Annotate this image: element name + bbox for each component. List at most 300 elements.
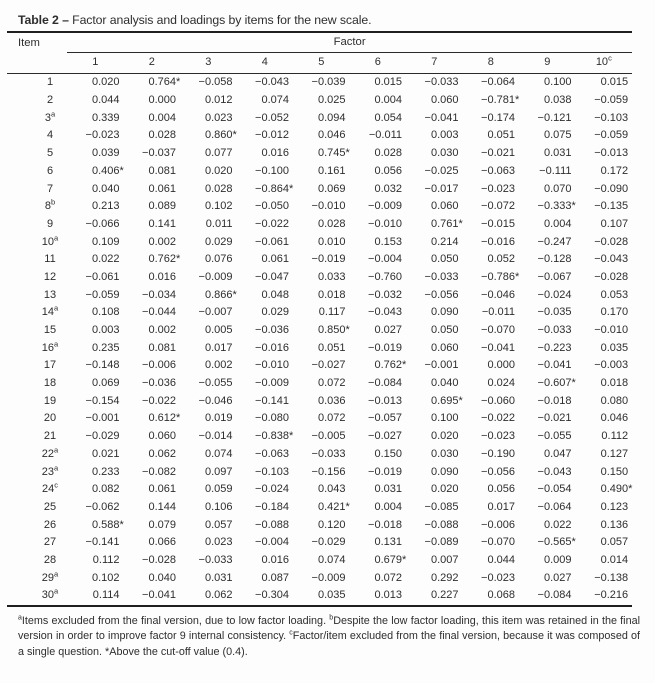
loading-cell: 0.015 <box>374 76 402 89</box>
loading-cell: −0.021 <box>537 412 572 425</box>
loading-cell: −0.085 <box>424 500 459 513</box>
loading-cell: 0.850* <box>317 324 350 337</box>
loading-cell: −0.039 <box>311 76 346 89</box>
loading-cell: −0.013 <box>368 394 402 407</box>
loading-cell: 0.406* <box>91 164 124 177</box>
loading-cell: −0.012 <box>255 129 289 142</box>
loading-cell: 0.745* <box>317 147 350 160</box>
loading-cell: 0.117 <box>318 306 346 319</box>
loading-cell: −0.066 <box>85 217 120 230</box>
loading-cell: 0.123 <box>600 500 629 513</box>
loading-cell: 0.679* <box>374 553 407 566</box>
table-row-item-18 <box>7 375 632 393</box>
loading-cell: −0.041 <box>481 341 515 354</box>
table-title <box>18 13 632 27</box>
loading-cell: 0.079 <box>148 518 176 531</box>
loading-cell: −0.059 <box>594 94 629 107</box>
loading-cell: −0.019 <box>368 465 402 478</box>
loading-cell: 0.048 <box>261 288 289 301</box>
loading-cell: 0.054 <box>374 111 402 124</box>
loading-cell: 0.033 <box>317 270 346 283</box>
loading-cell: 0.860* <box>204 129 237 142</box>
loading-cell: 0.047 <box>543 447 572 460</box>
loading-cell: 0.002 <box>204 359 233 372</box>
loading-cell: 0.040 <box>91 182 120 195</box>
loading-cell: 0.339 <box>91 111 120 124</box>
loading-cell: −0.054 <box>537 483 572 496</box>
loading-cell: 0.019 <box>204 412 233 425</box>
loading-cell: −0.121 <box>537 111 572 124</box>
item-cell: 12 <box>43 270 57 283</box>
loading-cell: −0.059 <box>85 288 120 301</box>
loading-cell: 0.090 <box>430 306 459 319</box>
item-cell: 17 <box>43 359 57 372</box>
table-row-item-13 <box>7 286 632 304</box>
loading-cell: 0.044 <box>91 94 120 107</box>
loading-cell: 0.017 <box>487 500 515 513</box>
loading-cell: −0.041 <box>537 359 572 372</box>
loading-cell: 0.150 <box>374 447 402 460</box>
loading-cell: −0.043 <box>537 465 572 478</box>
loading-cell: −0.041 <box>424 111 459 124</box>
loading-cell: 0.029 <box>261 306 289 319</box>
table-row-item-22 <box>7 445 632 463</box>
loading-cell: 0.127 <box>600 447 629 460</box>
loading-cell: 0.131 <box>374 536 402 549</box>
loading-cell: 0.764* <box>148 76 181 89</box>
loading-cell: 0.100 <box>543 76 572 89</box>
loading-cell: 0.235 <box>91 341 120 354</box>
item-cell: 8$^b$ <box>44 197 56 213</box>
column-header-factor-5: 5 <box>293 53 350 74</box>
item-cell: 6 <box>46 164 54 177</box>
loading-cell: 0.102 <box>91 571 120 584</box>
loading-cell: −0.058 <box>198 76 233 89</box>
loading-cell: −0.028 <box>594 270 629 283</box>
loading-cell: −0.010 <box>255 359 289 372</box>
item-cell: 10$^a$ <box>41 232 59 248</box>
column-header-factor-2: 2 <box>124 53 181 74</box>
loading-cell: −0.001 <box>85 412 120 425</box>
loading-cell: −0.035 <box>537 306 572 319</box>
loading-cell: 0.109 <box>91 235 120 248</box>
loading-cell: 0.761* <box>430 217 463 230</box>
loading-cell: −0.781* <box>481 94 520 107</box>
loading-cell: −0.056 <box>424 288 459 301</box>
loading-cell: −0.154 <box>85 394 120 407</box>
table-row-item-6 <box>7 162 632 180</box>
table-row-item-14 <box>7 304 632 322</box>
loading-cell: 0.588* <box>91 518 124 531</box>
loading-cell: −0.023 <box>85 129 120 142</box>
loading-cell: 0.035 <box>317 589 346 602</box>
item-cell: 20 <box>43 412 57 425</box>
loading-cell: −0.023 <box>481 182 515 195</box>
loading-cell: 0.081 <box>148 164 176 177</box>
loading-cell: 0.112 <box>92 553 120 566</box>
loading-cell: 0.004 <box>374 94 402 107</box>
table-row-item-7 <box>7 180 632 198</box>
loading-cell: 0.016 <box>148 270 176 283</box>
loading-cell: −0.022 <box>142 394 176 407</box>
table-region <box>7 13 641 660</box>
item-cell: 30$^a$ <box>41 586 59 602</box>
column-header-factor-9: 9 <box>519 53 576 74</box>
table-row-item-23 <box>7 463 632 481</box>
loading-cell: 0.866* <box>204 288 237 301</box>
loading-cell: 0.120 <box>317 518 346 531</box>
table-row-item-5 <box>7 145 632 163</box>
loading-cell: 0.007 <box>430 553 459 566</box>
loading-cell: −0.004 <box>255 536 289 549</box>
loading-cell: −0.304 <box>255 589 289 602</box>
loading-cell: −0.018 <box>368 518 402 531</box>
loading-cell: 0.014 <box>600 553 629 566</box>
loading-cell: 0.153 <box>374 235 402 248</box>
loading-cell: 0.112 <box>601 430 629 443</box>
column-group-header-factor: Factor <box>67 32 632 53</box>
loading-cell: 0.051 <box>487 129 515 142</box>
loading-cell: 0.695* <box>430 394 463 407</box>
header-row-factor-numbers <box>7 53 632 74</box>
loading-cell: 0.612* <box>148 412 181 425</box>
loading-cell: −0.174 <box>481 111 515 124</box>
loading-cell: −0.009 <box>198 270 233 283</box>
loading-cell: −0.046 <box>481 288 515 301</box>
item-cell: 27 <box>43 536 57 549</box>
loading-cell: −0.138 <box>594 571 629 584</box>
loading-cell: −0.141 <box>85 536 120 549</box>
item-cell: 28 <box>43 553 57 566</box>
loading-cell: 0.003 <box>430 129 459 142</box>
loading-cell: −0.080 <box>255 412 289 425</box>
loading-cell: −0.103 <box>255 465 289 478</box>
table-row-item-28 <box>7 552 632 570</box>
factor-loadings-table <box>7 31 632 607</box>
loading-cell: 0.069 <box>317 182 346 195</box>
loading-cell: −0.084 <box>368 377 402 390</box>
item-cell: 3$^a$ <box>44 109 56 124</box>
loading-cell: −0.070 <box>481 536 515 549</box>
loading-cell: −0.007 <box>198 306 233 319</box>
loading-cell: −0.043 <box>255 76 289 89</box>
table-footnotes: $^a$Items excluded from the final version, due to low factor loading. $^b$Despite the low factor loading, this item was retained in the final version in order to improve factor 9 internal consistency. $^c$Factor/item excluded from the final version, because it was composed of a single question. *Above the cut-off value (0.4). <box>18 614 641 658</box>
loading-cell: 0.421* <box>317 500 350 513</box>
table-row-item-1 <box>7 74 632 92</box>
loading-cell: −0.022 <box>255 217 289 230</box>
loading-cell: −0.028 <box>142 553 176 566</box>
loading-cell: 0.003 <box>91 324 120 337</box>
loading-cell: −0.046 <box>198 394 233 407</box>
loading-cell: 0.161 <box>317 164 346 177</box>
loading-cell: 0.102 <box>204 200 233 213</box>
loading-cell: −0.028 <box>594 235 629 248</box>
item-cell: 4 <box>46 129 54 142</box>
loading-cell: 0.068 <box>487 589 515 602</box>
loading-cell: 0.059 <box>204 483 233 496</box>
loading-cell: 0.172 <box>600 164 629 177</box>
loading-cell: 0.057 <box>600 536 629 549</box>
loading-cell: −0.059 <box>594 129 629 142</box>
table-row-item-4 <box>7 127 632 145</box>
table-row-item-2 <box>7 92 632 110</box>
loading-cell: −0.044 <box>142 306 176 319</box>
item-cell: 25 <box>43 500 57 513</box>
loading-cell: −0.060 <box>481 394 515 407</box>
loading-cell: 0.762* <box>148 253 181 266</box>
loading-cell: −0.082 <box>142 465 176 478</box>
loading-cell: −0.019 <box>368 341 402 354</box>
loading-cell: −0.057 <box>368 412 402 425</box>
loading-cell: 0.018 <box>600 377 629 390</box>
loading-cell: −0.023 <box>481 430 515 443</box>
loading-cell: 0.069 <box>91 377 120 390</box>
loading-cell: −0.148 <box>85 359 120 372</box>
loading-cell: −0.006 <box>481 518 515 531</box>
loading-cell: 0.005 <box>204 324 233 337</box>
loading-cell: −0.029 <box>85 430 120 443</box>
loading-cell: −0.022 <box>481 412 515 425</box>
loading-cell: −0.128 <box>537 253 572 266</box>
table-row-item-8 <box>7 198 632 216</box>
loading-cell: −0.033 <box>424 76 459 89</box>
table-row-item-15 <box>7 322 632 340</box>
loading-cell: 0.106 <box>204 500 233 513</box>
loading-cell: −0.024 <box>255 483 289 496</box>
table-row-item-3 <box>7 109 632 127</box>
loading-cell: −0.011 <box>481 306 515 319</box>
loading-cell: −0.032 <box>368 288 402 301</box>
loading-cell: −0.055 <box>537 430 572 443</box>
item-cell: 24$^c$ <box>42 480 58 496</box>
item-cell: 29$^a$ <box>41 568 59 584</box>
loading-cell: 0.011 <box>205 217 233 230</box>
table-row-item-27 <box>7 534 632 552</box>
loading-cell: 0.087 <box>261 571 289 584</box>
loading-cell: 0.074 <box>317 553 346 566</box>
loading-cell: 0.227 <box>430 589 459 602</box>
loading-cell: 0.056 <box>374 164 402 177</box>
loading-cell: −0.029 <box>311 536 346 549</box>
loading-cell: −0.063 <box>255 447 289 460</box>
loading-cell: −0.027 <box>368 430 402 443</box>
loading-cell: 0.061 <box>148 182 176 195</box>
loading-cell: 0.046 <box>600 412 629 425</box>
loading-cell: −0.216 <box>594 589 629 602</box>
column-header-factor-10: 10$^c$ <box>576 53 633 74</box>
loading-cell: −0.103 <box>594 111 629 124</box>
loading-cell: −0.052 <box>255 111 289 124</box>
item-cell: 1 <box>46 76 54 89</box>
item-cell: 5 <box>46 147 54 160</box>
loading-cell: 0.144 <box>148 500 176 513</box>
column-header-factor-8: 8 <box>463 53 520 74</box>
loading-cell: −0.024 <box>537 288 572 301</box>
loading-cell: 0.027 <box>543 571 572 584</box>
loading-cell: 0.150 <box>600 465 629 478</box>
item-cell: 21 <box>43 430 57 443</box>
loading-cell: −0.838* <box>255 430 294 443</box>
loading-cell: −0.033 <box>424 270 459 283</box>
loading-cell: 0.050 <box>430 253 459 266</box>
loading-cell: 0.070 <box>543 182 572 195</box>
loading-cell: 0.004 <box>374 500 402 513</box>
loading-cell: −0.025 <box>424 164 459 177</box>
loading-cell: 0.002 <box>148 235 176 248</box>
loading-cell: 0.023 <box>204 111 233 124</box>
item-cell: 14$^a$ <box>41 303 59 319</box>
item-cell: 7 <box>46 182 54 195</box>
loading-cell: 0.062 <box>204 589 233 602</box>
loading-cell: 0.028 <box>317 217 346 230</box>
loading-cell: 0.028 <box>148 129 176 142</box>
loading-cell: 0.030 <box>430 447 459 460</box>
loading-cell: 0.762* <box>374 359 407 372</box>
loading-cell: −0.084 <box>537 589 572 602</box>
loading-cell: −0.088 <box>424 518 459 531</box>
table-row-item-12 <box>7 269 632 287</box>
item-cell: 18 <box>43 377 57 390</box>
loading-cell: −0.088 <box>255 518 289 531</box>
loading-cell: 0.039 <box>91 147 120 160</box>
loading-cell: −0.047 <box>255 270 289 283</box>
loading-cell: −0.190 <box>481 447 515 460</box>
loading-cell: 0.074 <box>204 447 233 460</box>
loading-cell: 0.020 <box>91 76 120 89</box>
table-row-item-17 <box>7 357 632 375</box>
loading-cell: −0.786* <box>481 270 520 283</box>
loading-cell: −0.062 <box>85 500 120 513</box>
loading-cell: −0.034 <box>142 288 176 301</box>
column-header-item: Item <box>7 32 67 74</box>
loading-cell: −0.033 <box>311 447 346 460</box>
loading-cell: 0.031 <box>204 571 233 584</box>
loading-cell: 0.038 <box>543 94 572 107</box>
item-cell: 13 <box>43 288 57 301</box>
loading-cell: −0.061 <box>85 270 120 283</box>
loading-cell: −0.004 <box>368 253 402 266</box>
loading-cell: 0.015 <box>600 76 629 89</box>
loading-cell: 0.051 <box>317 341 346 354</box>
loading-cell: −0.013 <box>594 147 629 160</box>
column-header-factor-1: 1 <box>67 53 124 74</box>
loading-cell: −0.055 <box>198 377 233 390</box>
loading-cell: 0.141 <box>148 217 176 230</box>
table-caption: Factor analysis and loadings by items for the new scale. <box>72 13 372 27</box>
loading-cell: 0.032 <box>374 182 402 195</box>
column-header-factor-4: 4 <box>237 53 294 74</box>
table-row-item-21 <box>7 428 632 446</box>
table-row-item-20 <box>7 410 632 428</box>
loading-cell: 0.170 <box>600 306 629 319</box>
loading-cell: −0.019 <box>311 253 346 266</box>
loading-cell: 0.020 <box>430 483 459 496</box>
loading-cell: 0.009 <box>543 553 572 566</box>
loading-cell: 0.000 <box>487 359 515 372</box>
column-header-factor-6: 6 <box>350 53 407 74</box>
loading-cell: 0.030 <box>430 147 459 160</box>
loading-cell: 0.061 <box>261 253 289 266</box>
table-row-item-16 <box>7 339 632 357</box>
loading-cell: 0.490* <box>600 483 633 496</box>
loading-cell: −0.043 <box>368 306 402 319</box>
table-row-item-24 <box>7 481 632 499</box>
loading-cell: 0.012 <box>204 94 233 107</box>
loading-cell: −0.016 <box>255 341 289 354</box>
loading-cell: 0.028 <box>204 182 233 195</box>
item-cell: 26 <box>43 518 57 531</box>
loading-cell: 0.020 <box>430 430 459 443</box>
loading-cell: 0.025 <box>317 94 346 107</box>
loading-cell: −0.333* <box>537 200 576 213</box>
loading-cell: −0.607* <box>537 377 576 390</box>
loading-cell: 0.233 <box>91 465 120 478</box>
loading-cell: −0.864* <box>255 182 294 195</box>
loading-cell: 0.072 <box>317 412 346 425</box>
loading-cell: −0.072 <box>481 200 515 213</box>
loading-cell: 0.000 <box>148 94 176 107</box>
table-number: Table 2 – <box>18 13 69 27</box>
loading-cell: −0.003 <box>594 359 629 372</box>
loading-cell: 0.066 <box>148 536 176 549</box>
loading-cell: −0.016 <box>481 235 515 248</box>
loading-cell: 0.040 <box>430 377 459 390</box>
loading-cell: −0.009 <box>255 377 289 390</box>
loading-cell: 0.031 <box>374 483 402 496</box>
loading-cell: 0.016 <box>261 147 289 160</box>
loading-cell: 0.044 <box>487 553 515 566</box>
loading-cell: 0.053 <box>600 288 629 301</box>
loading-cell: −0.100 <box>255 164 289 177</box>
loading-cell: −0.141 <box>255 394 289 407</box>
loading-cell: 0.074 <box>261 94 289 107</box>
loading-cell: −0.050 <box>255 200 289 213</box>
loading-cell: −0.111 <box>539 164 572 177</box>
loading-cell: 0.292 <box>430 571 459 584</box>
loading-cell: 0.024 <box>487 377 515 390</box>
loading-cell: 0.072 <box>317 377 346 390</box>
loading-cell: −0.061 <box>255 235 289 248</box>
loading-cell: −0.018 <box>537 394 572 407</box>
table-row-item-29 <box>7 569 632 587</box>
loading-cell: 0.029 <box>204 235 233 248</box>
loading-cell: −0.067 <box>537 270 572 283</box>
loading-cell: 0.060 <box>430 341 459 354</box>
loading-cell: 0.108 <box>91 306 120 319</box>
loading-cell: −0.017 <box>424 182 459 195</box>
loading-cell: −0.010 <box>311 200 346 213</box>
loading-cell: −0.015 <box>481 217 515 230</box>
loading-cell: −0.009 <box>368 200 402 213</box>
loading-cell: 0.027 <box>374 324 402 337</box>
loading-cell: 0.036 <box>317 394 346 407</box>
loading-cell: −0.063 <box>481 164 515 177</box>
loading-cell: −0.023 <box>481 571 515 584</box>
loading-cell: −0.064 <box>537 500 572 513</box>
loading-cell: 0.004 <box>148 111 176 124</box>
loading-cell: 0.089 <box>148 200 176 213</box>
loading-cell: 0.107 <box>600 217 629 230</box>
loading-cell: 0.056 <box>487 483 515 496</box>
loading-cell: −0.090 <box>594 182 629 195</box>
table-row-item-26 <box>7 516 632 534</box>
loading-cell: −0.135 <box>594 200 629 213</box>
loading-cell: −0.006 <box>142 359 176 372</box>
loading-cell: −0.005 <box>311 430 346 443</box>
loading-cell: −0.041 <box>142 589 176 602</box>
loading-cell: 0.077 <box>204 147 233 160</box>
loading-cell: 0.022 <box>91 253 120 266</box>
